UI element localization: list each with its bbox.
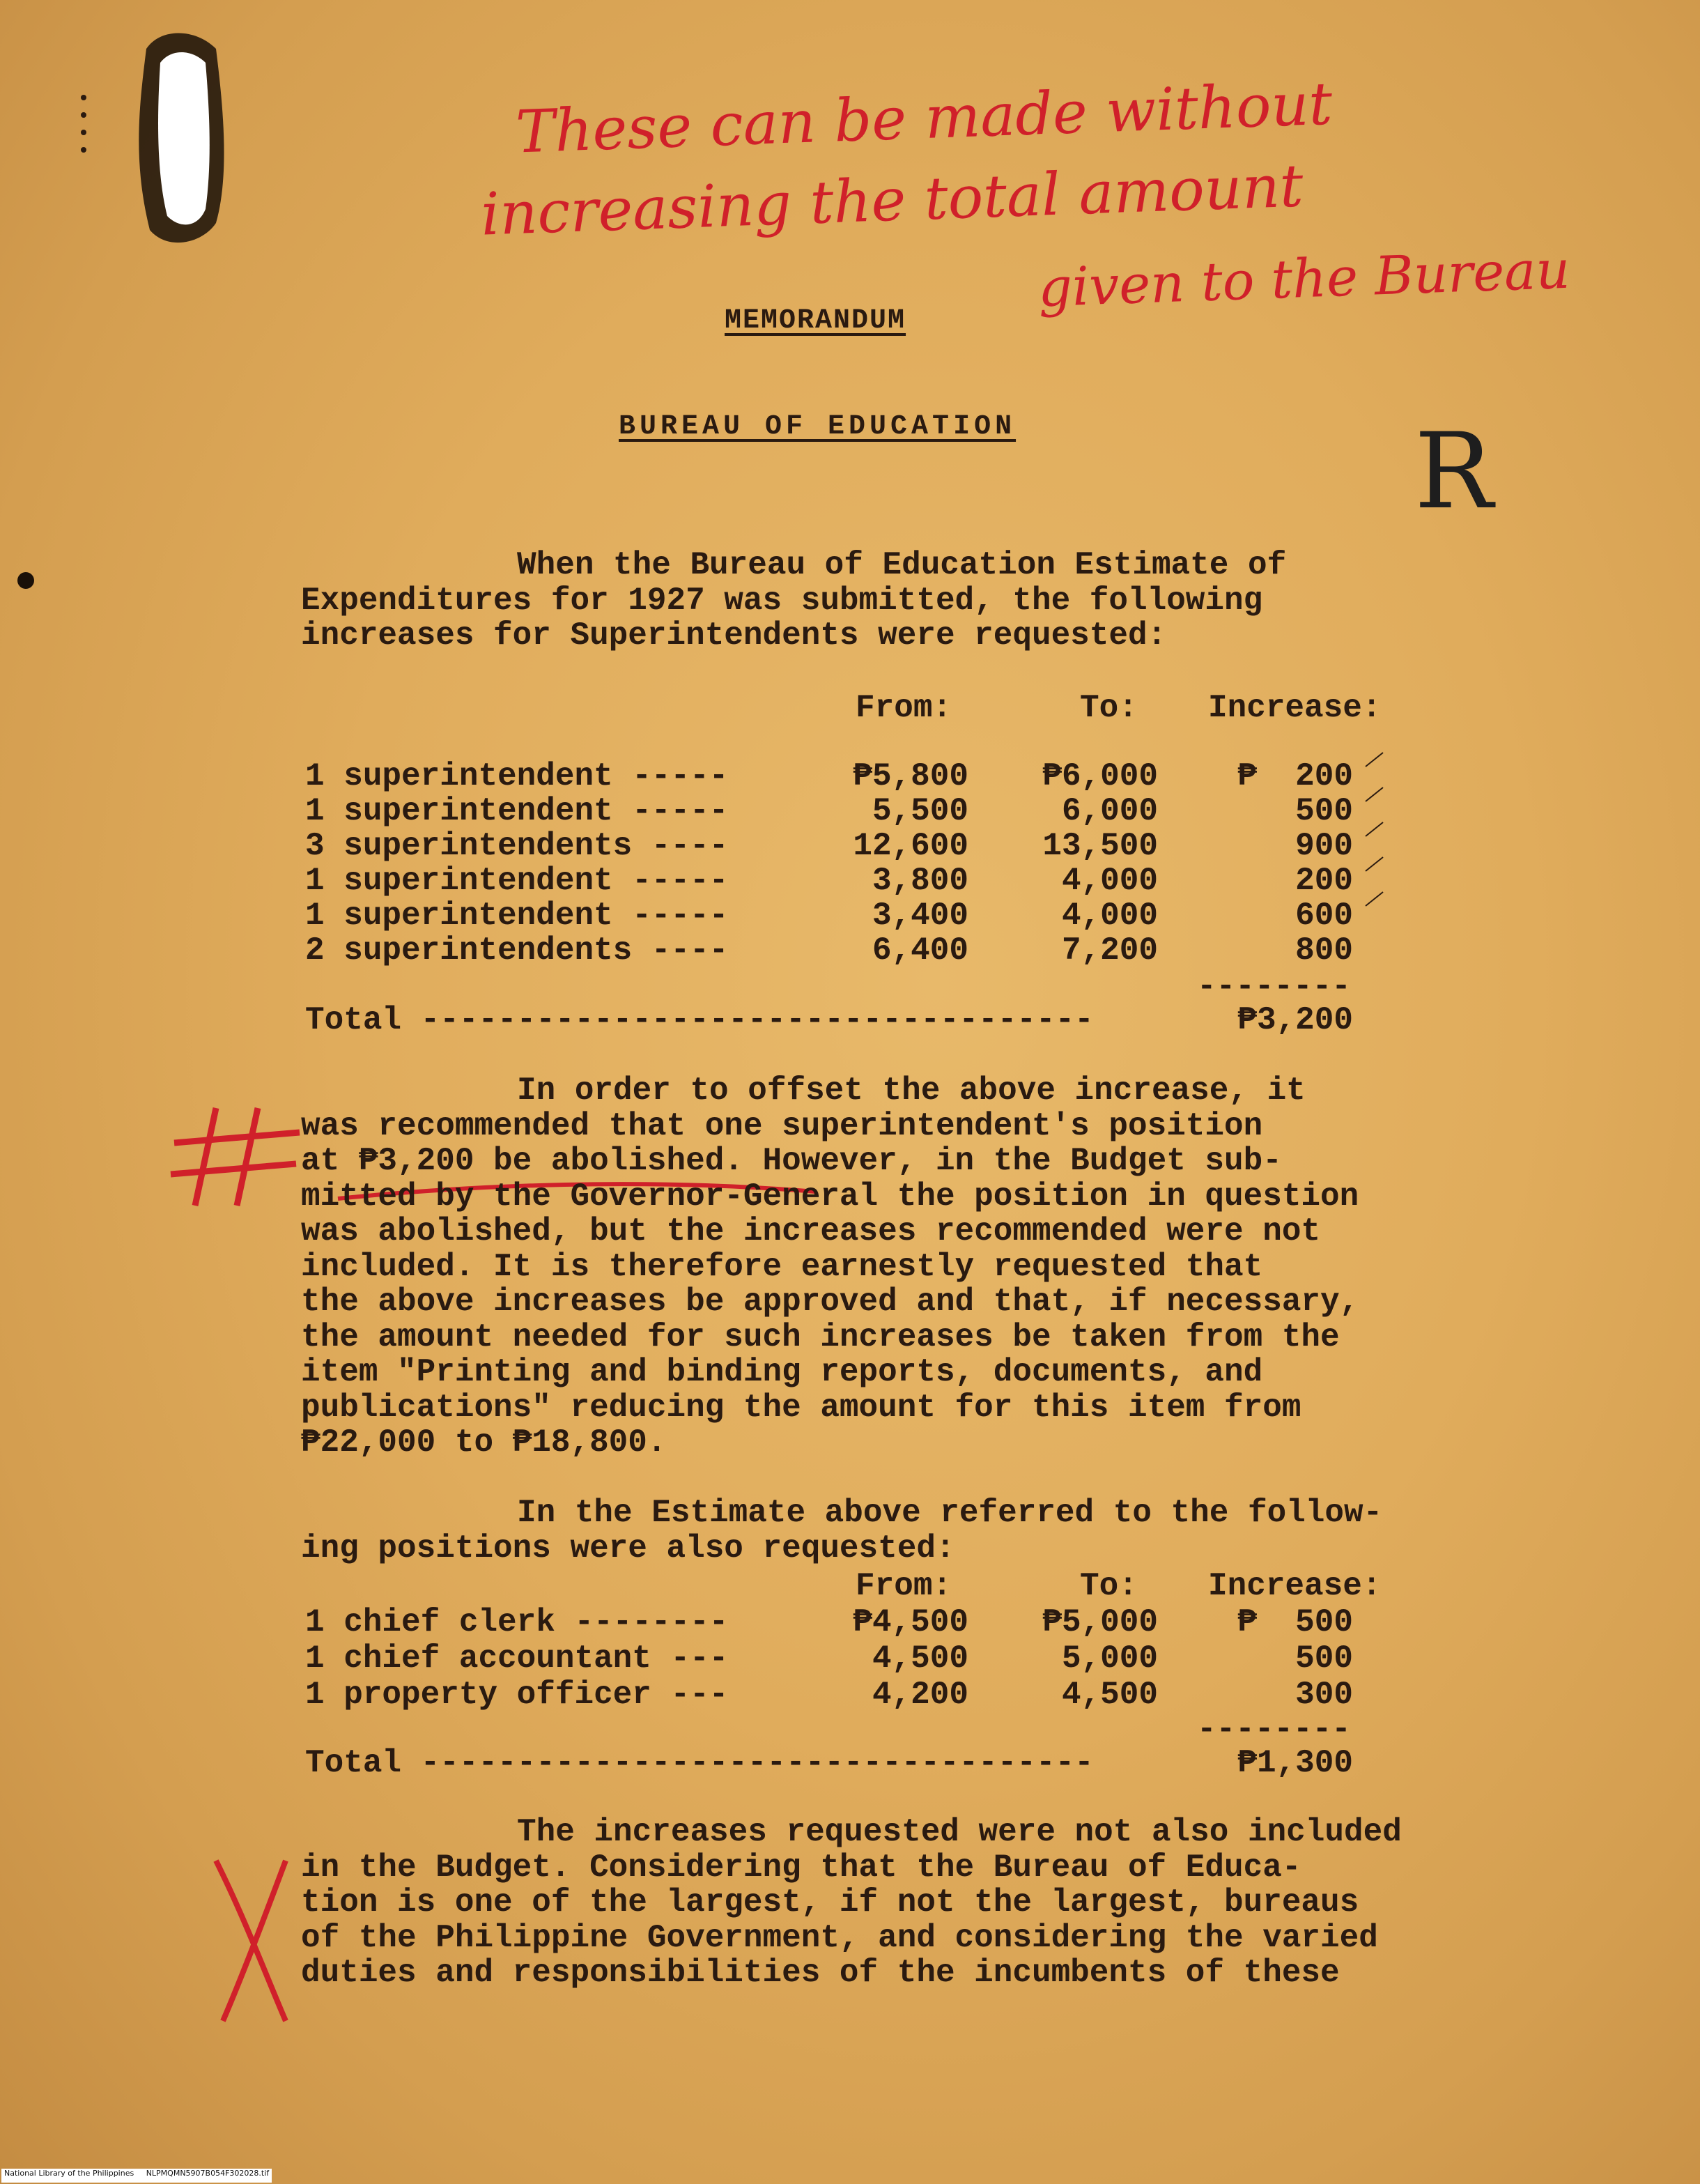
row-to: ₱6,000 [1042, 758, 1158, 794]
row-desc: 1 property officer --- [305, 1677, 729, 1713]
row-to: 5,000 [1061, 1640, 1158, 1677]
row-from: 4,200 [872, 1677, 968, 1713]
row-to: 13,500 [1042, 828, 1158, 864]
row-to: 7,200 [1061, 932, 1158, 969]
punch-holes [70, 84, 111, 167]
row-increase: 500 [1295, 1640, 1353, 1677]
bureau-title: BUREAU OF EDUCATION [619, 411, 1017, 443]
row-desc: 1 superintendent ----- [305, 898, 729, 934]
handwritten-note-line-3: given to the Bureau [1037, 238, 1571, 319]
table1-header-to: To: [1080, 690, 1138, 726]
row-increase: 900 [1295, 828, 1353, 864]
table2-sum-rule: -------- [1197, 1712, 1351, 1748]
tick-marks [1362, 746, 1390, 955]
row-desc: 2 superintendents ---- [305, 932, 729, 969]
table1-header-from: From: [856, 690, 952, 726]
row-increase: 800 [1295, 932, 1353, 969]
row-to: 4,000 [1061, 863, 1158, 899]
red-hash-mark [167, 1101, 307, 1213]
row-increase: 500 [1295, 793, 1353, 829]
margin-dot [15, 570, 36, 591]
row-to: ₱5,000 [1042, 1604, 1158, 1640]
table1-total-label: Total ----------------------------------- [305, 1002, 1094, 1038]
row-desc: 1 superintendent ----- [305, 863, 729, 899]
row-increase: 600 [1295, 898, 1353, 934]
row-from: 3,400 [872, 898, 968, 934]
table1-header-increase: Increase: [1208, 690, 1382, 726]
offset-paragraph: In order to offset the above increase, it was recommended that one superintendent's position at ₱3,200 be abolished. However, in the Budget sub- mitted by the Governor-General the position in question was abolished, but the increases recommended were not included. It is therefore earnestly requested that the above increases be approved and that, if necessary, the amount needed for such increases be taken from the item "Printing and binding reports, documents, and publications" reducing the amount for this item from ₱22,000 to ₱18,800. [301, 1072, 1359, 1461]
burn-hole [118, 21, 244, 258]
row-to: 4,500 [1061, 1677, 1158, 1713]
handwritten-note-line-1: These can be made without [514, 69, 1334, 167]
table2-total-value: ₱1,300 [1237, 1745, 1353, 1781]
row-from: 5,500 [872, 793, 968, 829]
table1-sum-rule: -------- [1197, 969, 1351, 1005]
handwritten-note-line-2: increasing the total amount [479, 151, 1305, 249]
row-desc: 1 superintendent ----- [305, 758, 729, 794]
row-from: 3,800 [872, 863, 968, 899]
row-desc: 1 superintendent ----- [305, 793, 729, 829]
closing-paragraph: The increases requested were not also included in the Budget. Considering that the Bureau of Educa- tion is one of the largest, if not the largest, bureaus of the Philippine Government, and considering the varied duties and responsibilities of the incumbents of these [301, 1814, 1402, 1991]
row-from: ₱5,800 [853, 758, 968, 794]
table2-header-from: From: [856, 1568, 952, 1604]
row-to: 4,000 [1061, 898, 1158, 934]
table2-total-label: Total ----------------------------------- [305, 1745, 1094, 1781]
row-desc: 1 chief accountant --- [305, 1640, 729, 1677]
table1-total-value: ₱3,200 [1237, 1002, 1353, 1038]
row-desc: 3 superintendents ---- [305, 828, 729, 864]
row-increase: 200 [1295, 863, 1353, 899]
row-from: ₱4,500 [853, 1604, 968, 1640]
row-from: 6,400 [872, 932, 968, 969]
row-increase: ₱ 500 [1237, 1604, 1353, 1640]
memo-title: MEMORANDUM [725, 305, 906, 337]
table2-header-increase: Increase: [1208, 1568, 1382, 1604]
row-desc: 1 chief clerk -------- [305, 1604, 729, 1640]
row-increase: ₱ 200 [1237, 758, 1353, 794]
intro-paragraph: When the Bureau of Education Estimate of Expenditures for 1927 was submitted, the following increases for Superintendents were requested: [301, 547, 1287, 654]
handwritten-initial: R [1414, 411, 1493, 532]
row-from: 12,600 [853, 828, 968, 864]
table2-header-to: To: [1080, 1568, 1138, 1604]
positions-paragraph: In the Estimate above referred to the follow- ing positions were also requested: [301, 1495, 1383, 1567]
row-from: 4,500 [872, 1640, 968, 1677]
row-to: 6,000 [1061, 793, 1158, 829]
red-x-mark [202, 1847, 307, 2028]
row-increase: 300 [1295, 1677, 1353, 1713]
archive-footer: National Library of the Philippines NLPMQMN5907B054F302028.tif [1, 2169, 272, 2183]
